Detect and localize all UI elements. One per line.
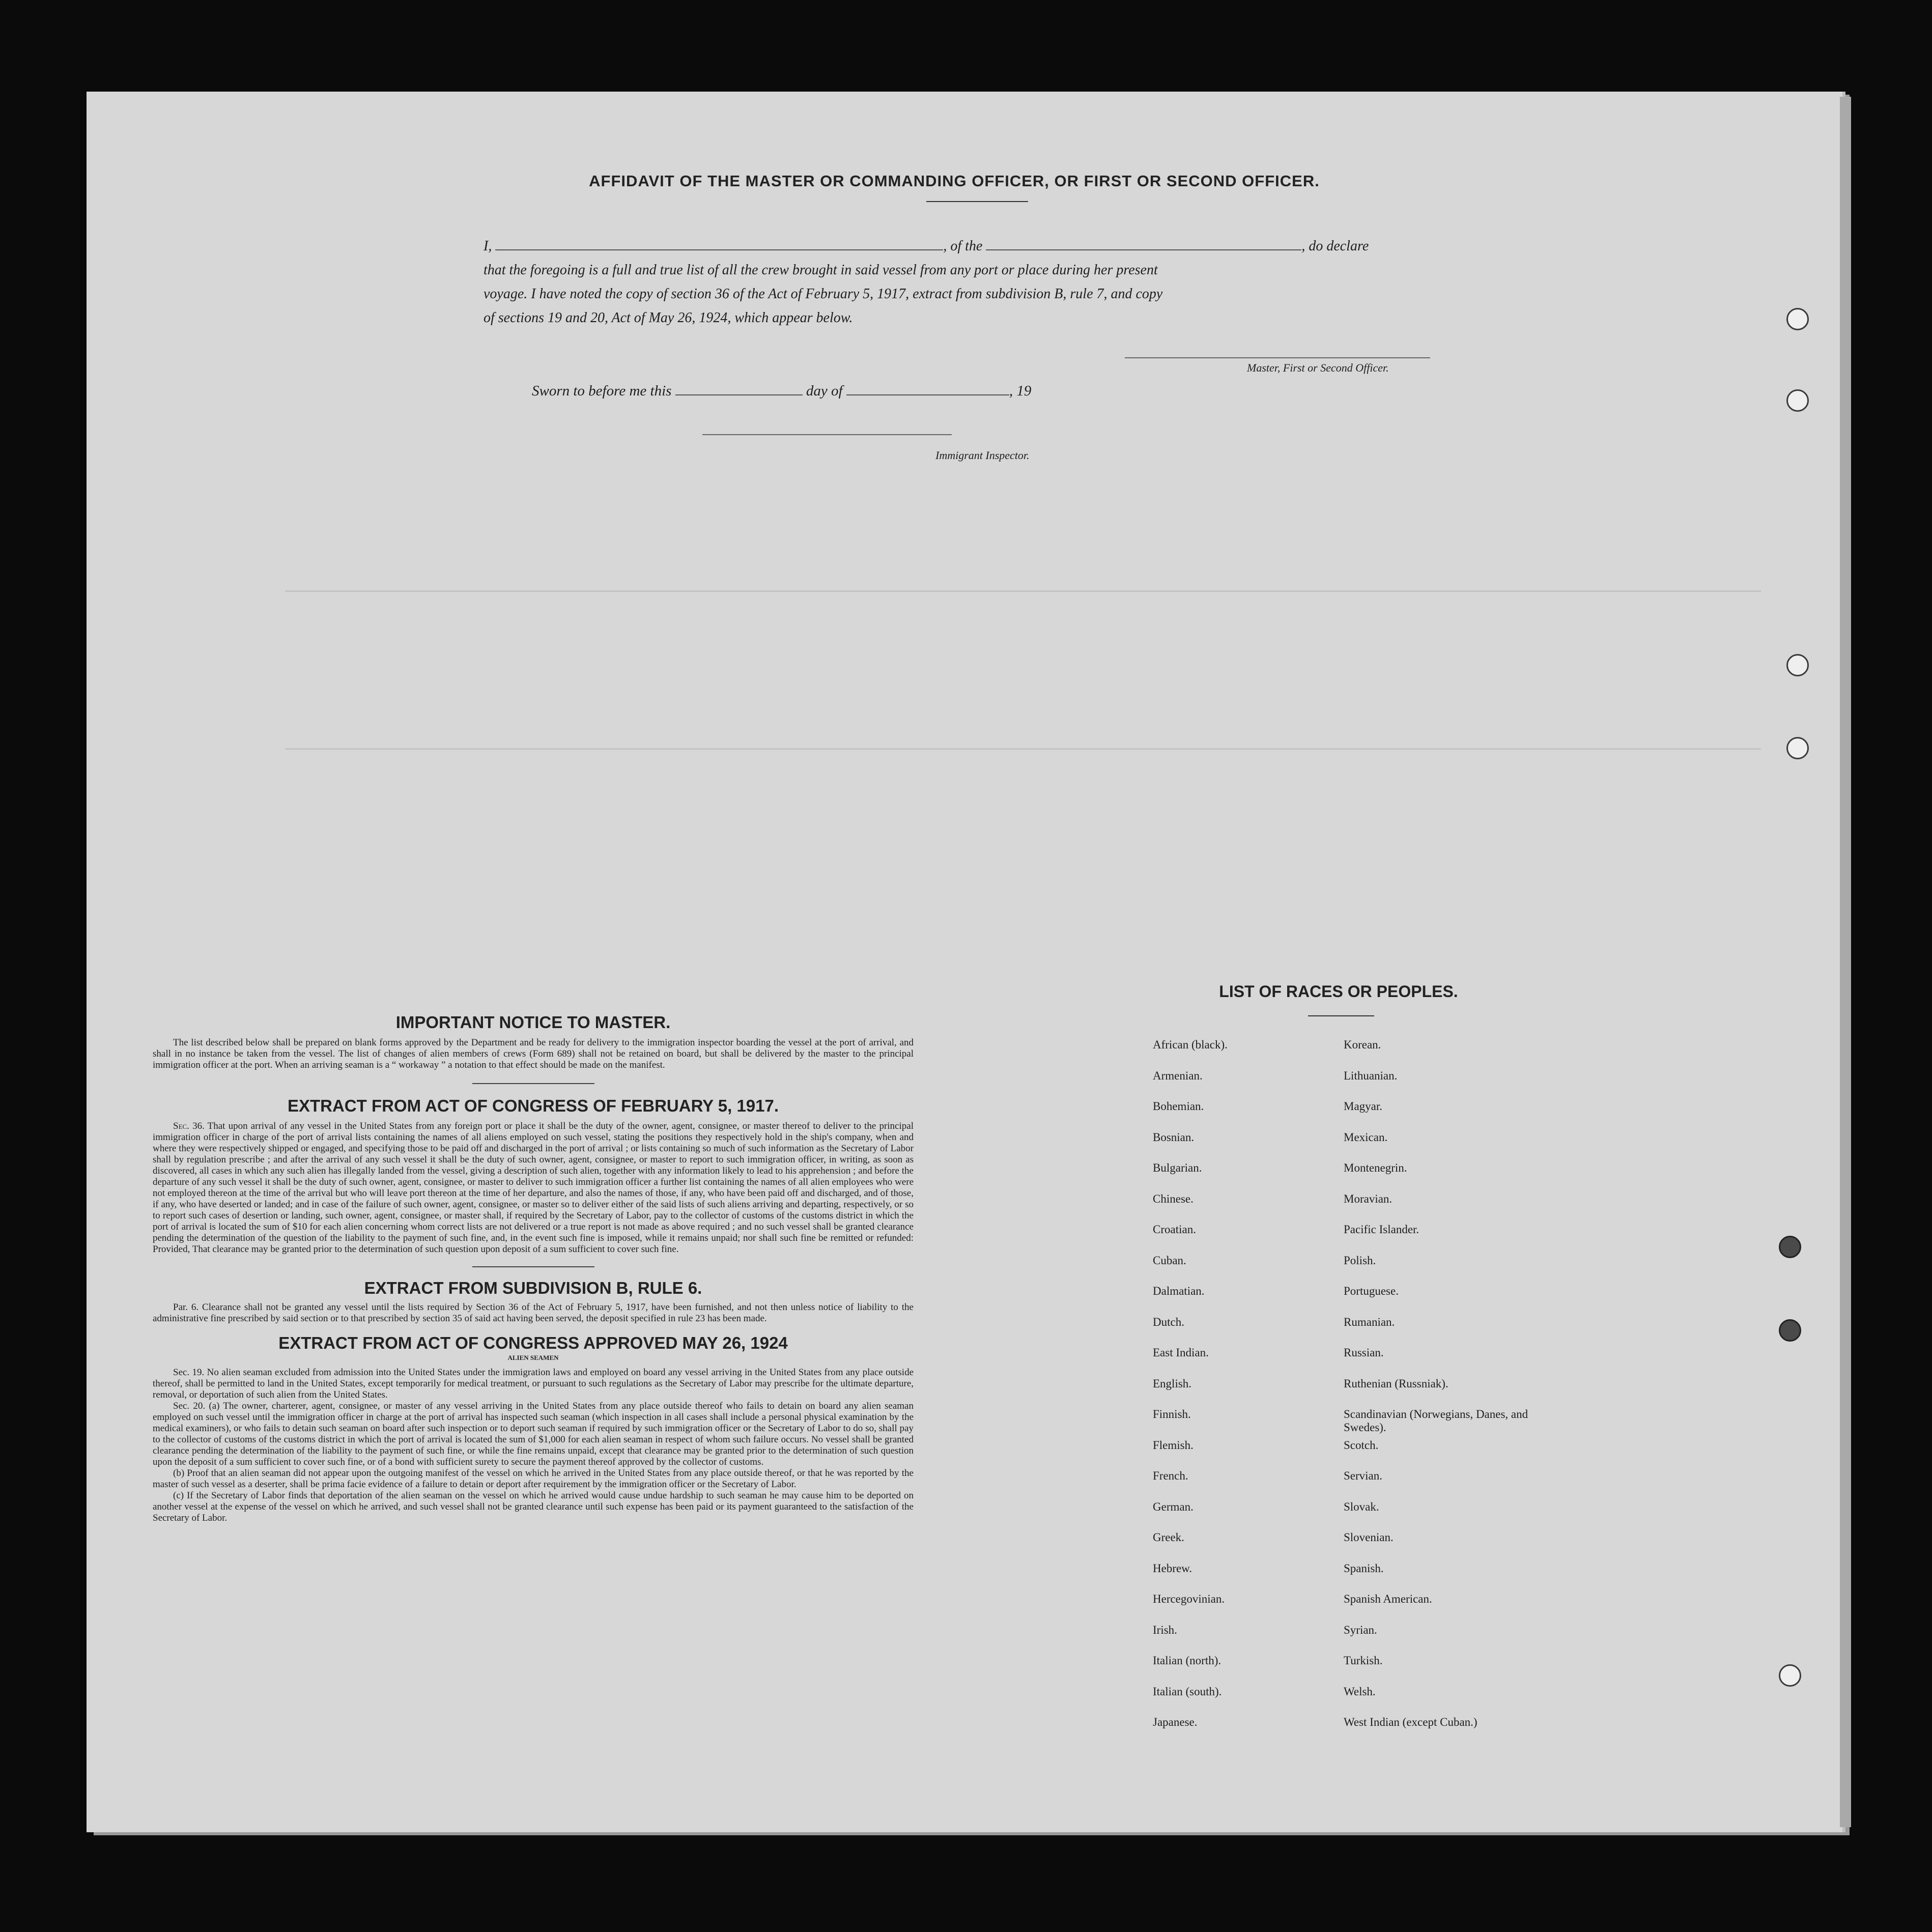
inspector-signature-line[interactable] (702, 434, 952, 435)
race-item: Moravian. (1344, 1192, 1393, 1205)
race-item: West Indian (except Cuban.) (1344, 1716, 1478, 1728)
race-item: Italian (north). (1153, 1654, 1221, 1667)
race-item: Chinese. (1153, 1192, 1194, 1205)
race-item: French. (1153, 1469, 1188, 1482)
binder-hole (1786, 737, 1809, 759)
affidavit-line-2: that the foregoing is a full and true list of all the crew brought in said vessel from any port or place during her present (484, 262, 1158, 278)
race-item: Dutch. (1153, 1315, 1184, 1328)
race-item: Pacific Islander. (1344, 1223, 1419, 1236)
race-item: Polish. (1344, 1254, 1376, 1267)
race-item: Korean. (1344, 1038, 1381, 1051)
extract-1917-body (153, 1121, 914, 1255)
race-item: Rumanian. (1344, 1315, 1395, 1328)
day-of-label: day of (806, 383, 843, 399)
race-item: German. (1153, 1500, 1194, 1513)
sworn-label: Sworn to before me this (532, 383, 672, 399)
race-item: Slovak. (1344, 1500, 1379, 1513)
race-item: Turkish. (1344, 1654, 1383, 1667)
race-item: Flemish. (1153, 1438, 1194, 1452)
races-right-column (1344, 1038, 1532, 1747)
race-item: Syrian. (1344, 1623, 1377, 1636)
affidavit-title: AFFIDAVIT OF THE MASTER OR COMMANDING OFFICER, OR FIRST OR SECOND OFFICER. (589, 172, 1320, 190)
binder-hole (1779, 1236, 1801, 1258)
extract-1917-text: That upon arrival of any vessel in the United States from any foreign port or place it shall be the duty of the owner, agent, consignee, or master thereof to deliver to the principal immigration officer in charge of the port of arrival lists containing the names of all aliens employed on such vessel, stating the positions they respectively hold in the ship's company, when and where they were respectively shipped or engaged, and specifying those to be paid off and discharged in the port of arrival ; or lists containing so much of such information as the Secretary of Labor shall by regulation prescribe ; and after the arrival of any such vessel it shall be the duty of such owner, agent, consignee, or master to report to such immigration officer, in writing, as soon as discovered, all cases in which any such alien has illegally landed from the vessel, giving a description of such alien, together with any information likely to lead to his apprehension ; and before the departure of any such vessel it shall be the duty of such owner, agent, consignee, or master to deliver to such immigration officer a further list containing the names of all alien employees who were not employed thereon at the time of the arrival but who will leave port thereon at the time of her departure, and also the names of those, if any, who have been paid off and discharged, and of those, if any, who have deserted or landed; and in case of the failure of such owner, agent, consignee, or master so to deliver either of the said lists of such aliens arriving and departing, respectively, or so to report such cases of desertion or landing, such owner, agent, consignee, or master shall, if required by the Secretary of Labor, pay to the collector of customs of the customs district in which the port of arrival is located the sum of $10 for each alien concerning whom correct lists are not delivered or a true report is not made as above required ; and no such vessel shall be granted clearance pending the determination of the question of the liability to the payment of such fine, and, in the event such fine is imposed, while it remains unpaid; nor shall such fine be remitted or refunded: Provided, That clearance may be granted prior to the determination of such question upon deposit of a sum sufficient to cover such fine. (153, 1121, 914, 1255)
binder-hole (1786, 654, 1809, 676)
affidavit-line-3: voyage. I have noted the copy of section 36 of the Act of February 5, 1917, extract from subdivision B, rule 7, and copy (484, 286, 1163, 302)
extract-1917-section: Sec. 36. (173, 1121, 205, 1131)
notice-title: IMPORTANT NOTICE TO MASTER. (395, 1013, 671, 1032)
do-declare-label: , do declare (1301, 238, 1369, 254)
subdiv-b-title: EXTRACT FROM SUBDIVISION B, RULE 6. (364, 1278, 702, 1297)
affidavit-line-1 (484, 234, 1466, 258)
race-item: Servian. (1344, 1469, 1383, 1482)
sec-20b-text: (b) Proof that an alien seaman did not appear upon the outgoing manifest of the vessel on which he arrived in the United States from any place outside thereof, or that he was reported by the master of such vessel as a deserter, shall be prima facie evidence of a failure to detain or deport after requirement by the immigration officer or the Secretary of Labor. (153, 1468, 914, 1490)
race-item: Hercegovinian. (1153, 1593, 1225, 1605)
races-title: LIST OF RACES OR PEOPLES. (1219, 982, 1458, 1001)
race-item: Italian (south). (1153, 1685, 1222, 1698)
divider (926, 201, 1028, 202)
left-legal-column (153, 1013, 914, 1524)
affidavit-line-4: of sections 19 and 20, Act of May 26, 1924, which appear below. (484, 310, 853, 326)
affidavit-body (484, 234, 1466, 330)
inspector-label: Immigrant Inspector. (935, 449, 1030, 462)
divider (472, 1266, 594, 1267)
notice-body: The list described below shall be prepared on blank forms approved by the Department and be ready for delivery to the immigration inspector boarding the vessel at the port of arrival, and shall in no instance be taken from the vessel. The list of changes of alien members of crews (Form 689) shall not be retained on board, but shall be delivered by the master to the principal immigration officer at the port. When an arriving seaman is a “ workaway ” a notation to that effect should be made on the manifest. (153, 1037, 914, 1070)
race-item: Lithuanian. (1344, 1069, 1398, 1082)
divider (472, 1083, 594, 1084)
extract-1917-title: EXTRACT FROM ACT OF CONGRESS OF FEBRUARY 5, 1917. (287, 1096, 779, 1115)
race-item: Croatian. (1153, 1223, 1196, 1236)
sworn-month-blank[interactable] (846, 394, 1009, 395)
binder-hole (1786, 308, 1809, 330)
race-item: Russian. (1344, 1346, 1384, 1359)
master-signature-label: Master, First or Second Officer. (1247, 361, 1389, 374)
sec-19-text: Sec. 19. No alien seaman excluded from admission into the United States under the immigration laws and employed on board any vessel arriving in the United States from any place outside thereof, shall be permitted to land in the United States, except temporarily for medical treatment, or pursuant to such regulations as the Secretary of Labor may prescribe for the ultimate departure, removal, or deportation of such alien from the United States. (153, 1367, 914, 1400)
race-item: Armenian. (1153, 1069, 1203, 1082)
master-signature-line[interactable] (1125, 357, 1430, 358)
race-item: Irish. (1153, 1623, 1177, 1636)
name-blank[interactable] (495, 249, 943, 250)
race-item: Finnish. (1153, 1408, 1191, 1420)
i-label: I, (484, 238, 492, 254)
sec-20c-text: (c) If the Secretary of Labor finds that deportation of the alien seaman on the vessel on which he arrived would cause undue hardship to such seaman he may cause him to be deported on another vessel at the expense of the vessel on which he arrived, and such vessel shall not be granted clearance until such expense has been paid or its payment guaranteed to the satisfaction of the Secretary of Labor. (153, 1490, 914, 1523)
race-item: Slovenian. (1344, 1531, 1394, 1544)
race-item: Japanese. (1153, 1716, 1198, 1728)
race-item: Bohemian. (1153, 1100, 1204, 1113)
extract-1924-title: EXTRACT FROM ACT OF CONGRESS APPROVED MAY 26, 1924 (278, 1333, 788, 1352)
sworn-day-blank[interactable] (675, 394, 803, 395)
of-the-label: , of the (943, 238, 983, 254)
race-item: Greek. (1153, 1531, 1184, 1544)
subdiv-b-body: Par. 6. Clearance shall not be granted any vessel until the lists required by Section 36 of the Act of February 5, 1917, have been furnished, and not then unless notice of liability to the administrative fine prescribed by said section or to that prescribed by section 35 of said act having been served, the deposit specified in rule 23 has been made. (153, 1302, 914, 1324)
race-item: Welsh. (1344, 1685, 1376, 1698)
race-item: Mexican. (1344, 1130, 1388, 1144)
race-item: Scotch. (1344, 1438, 1379, 1452)
race-item: English. (1153, 1377, 1192, 1390)
race-item: Ruthenian (Russniak). (1344, 1377, 1448, 1390)
race-item: Dalmatian. (1153, 1285, 1205, 1297)
race-item: Hebrew. (1153, 1561, 1192, 1575)
year-label: , 19 (1009, 383, 1032, 399)
race-item: East Indian. (1153, 1346, 1209, 1359)
race-item: Scandinavian (Norwegians, Danes, and Swedes). (1344, 1408, 1528, 1434)
races-left-column (1153, 1038, 1336, 1747)
sheet-edge (1840, 97, 1851, 1827)
race-item: Portuguese. (1344, 1285, 1399, 1297)
race-item: Magyar. (1344, 1100, 1383, 1113)
binder-hole (1779, 1319, 1801, 1342)
race-item: African (black). (1153, 1038, 1228, 1051)
binder-hole (1786, 389, 1809, 412)
sworn-line (532, 383, 1031, 400)
race-item: Spanish American. (1344, 1593, 1432, 1605)
divider (1308, 1015, 1374, 1016)
race-item: Bosnian. (1153, 1130, 1195, 1144)
extract-1924-subtitle: ALIEN SEAMEN (507, 1354, 559, 1361)
sec-20a-text: Sec. 20. (a) The owner, charterer, agent, consignee, or master of any vessel arriving in the United States from any place outside thereof who fails to detain on board any alien seaman employed on such vessel until the immigration officer in charge at the port of arrival has inspected such seaman (which inspection in all cases shall include a personal physical examination by the medical examiners), or who fails to detain such seaman on board after such inspection or to deport such seaman if required by such immigration officer or the Secretary of Labor to do so, shall pay to the collector of customs of the customs district in which the port of arrival is located the sum of $1,000 for each alien seaman in respect of whom such failure occurs. No vessel shall be granted clearance pending the determination of the liability to the payment of such fine, or while the fine remains unpaid, except that clearance may be granted prior to the determination of such question upon the deposit of a sum sufficient to cover such fine, or of a bond with sufficient surety to secure the payment thereof approved by the collector of customs. (153, 1401, 914, 1467)
vessel-blank[interactable] (986, 249, 1301, 250)
race-item: Spanish. (1344, 1561, 1384, 1575)
race-item: Montenegrin. (1344, 1161, 1407, 1174)
race-item: Bulgarian. (1153, 1161, 1202, 1174)
binder-hole (1779, 1664, 1801, 1687)
race-item: Cuban. (1153, 1254, 1186, 1267)
